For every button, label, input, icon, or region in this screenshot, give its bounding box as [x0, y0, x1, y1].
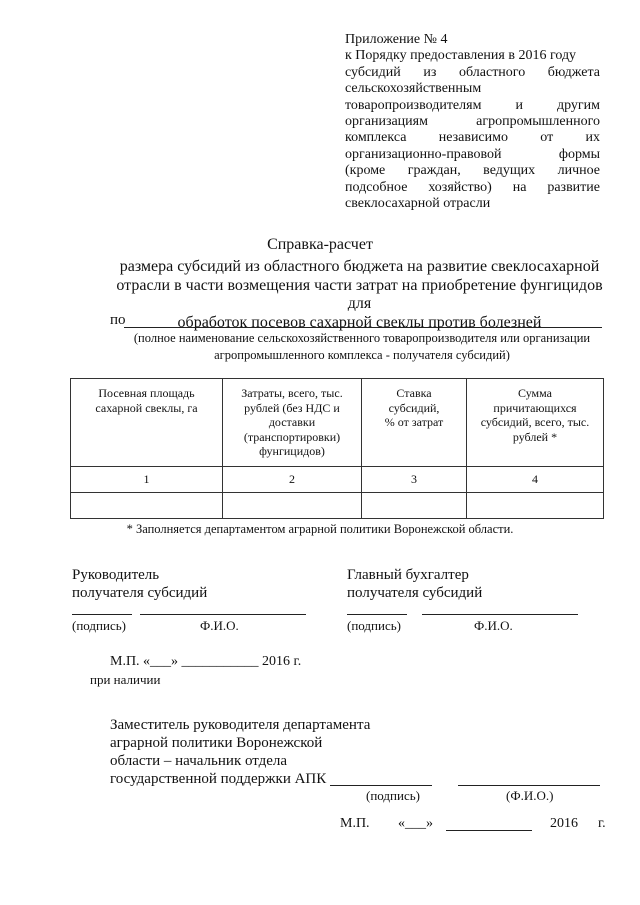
- stamp-date: М.П. «___» ___________ 2016 г.: [110, 654, 302, 669]
- deputy-line: государственной поддержки АПК: [110, 771, 327, 787]
- document-title: Справка-расчет: [267, 236, 373, 253]
- costs-cell[interactable]: [223, 493, 362, 519]
- rate-cell[interactable]: [362, 493, 467, 519]
- deputy-line: Заместитель руководителя департамента: [110, 717, 371, 733]
- head-title: Руководитель: [72, 567, 160, 583]
- accountant-fio-line[interactable]: [422, 614, 578, 615]
- document-subtitle: [112, 258, 607, 332]
- annex-line: организационно-правовой формы: [345, 146, 600, 162]
- annex-line: (кроме граждан, ведущих личное: [345, 163, 600, 179]
- annex-line: свеклосахарной отрасли: [345, 196, 491, 212]
- deputy-line: аграрной политики Воронежской: [110, 735, 323, 751]
- accountant-fio-label: Ф.И.О.: [474, 618, 513, 633]
- annex-line: субсидий из областного бюджета: [345, 64, 600, 80]
- header-area: Посевная площадь сахарной свеклы, га: [71, 379, 223, 467]
- subtitle-line: отрасли в части возмещения части затрат на приобретение фунгицидов для: [116, 276, 603, 312]
- col-number: 1: [71, 467, 223, 493]
- sum-cell[interactable]: [467, 493, 604, 519]
- calculation-table: [70, 378, 604, 519]
- annex-block: [345, 32, 600, 212]
- recipient-hint: [118, 330, 606, 364]
- head-sign-label: (подпись): [72, 618, 126, 633]
- stamp-note: при наличии: [90, 672, 161, 687]
- table-number-row: [71, 467, 604, 493]
- table-header-row: [71, 379, 604, 467]
- head-subtitle: получателя субсидий: [72, 585, 208, 601]
- deputy-sign-label: (подпись): [366, 788, 420, 803]
- final-date-quote: «___»: [398, 816, 433, 831]
- accountant-sign-label: (подпись): [347, 618, 401, 633]
- table-row: [71, 493, 604, 519]
- head-fio-line[interactable]: [140, 614, 306, 615]
- deputy-fio-label: (Ф.И.О.): [506, 788, 554, 803]
- annex-line: товаропроизводителям и другим: [345, 97, 600, 113]
- final-g: г.: [598, 816, 606, 831]
- deputy-signature-line[interactable]: [330, 785, 432, 786]
- recipient-name-field[interactable]: [124, 327, 602, 328]
- head-signature-line[interactable]: [72, 614, 132, 615]
- head-fio-label: Ф.И.О.: [200, 618, 239, 633]
- final-date-line[interactable]: [446, 830, 532, 831]
- header-rate: Ставка субсидий, % от затрат: [362, 379, 467, 467]
- header-costs: Затраты, всего, тыс. рублей (без НДС и доставки (транспортировки) фунгицидов): [223, 379, 362, 467]
- accountant-subtitle: получателя субсидий: [347, 585, 483, 601]
- col-number: 4: [467, 467, 604, 493]
- po-label: по: [110, 312, 126, 328]
- header-sum: Сумма причитающихся субсидий, всего, тыс. рублей *: [467, 379, 604, 467]
- accountant-signature-line[interactable]: [347, 614, 407, 615]
- deputy-line: области – начальник отдела: [110, 753, 288, 769]
- head-block: [72, 566, 207, 602]
- annex-title: Приложение № 4: [345, 32, 448, 47]
- annex-line: комплекса независимо от их: [345, 130, 600, 146]
- col-number: 2: [223, 467, 362, 493]
- subtitle-line: обработок посевов сахарной свеклы против болезней: [177, 313, 542, 331]
- area-cell[interactable]: [71, 493, 223, 519]
- deputy-fio-line[interactable]: [458, 785, 600, 786]
- col-number: 3: [362, 467, 467, 493]
- final-year: 2016: [550, 816, 578, 831]
- deputy-block: [110, 716, 370, 788]
- annex-line: организациям агропромышленного: [345, 114, 600, 130]
- annex-line: к Порядку предоставления в 2016 году: [345, 48, 577, 64]
- annex-line: подсобное хозяйство) на развитие: [345, 179, 600, 195]
- hint-line: (полное наименование сельскохозяйственного товаропроизводителя или организации: [133, 331, 591, 345]
- accountant-title: Главный бухгалтер: [347, 567, 469, 583]
- hint-line: агропромышленного комплекса - получателя субсидий): [214, 348, 510, 362]
- final-mp: М.П.: [340, 816, 370, 831]
- footnote: * Заполняется департаментом аграрной политики Воронежской области.: [126, 522, 514, 536]
- annex-line: сельскохозяйственным: [345, 81, 482, 97]
- accountant-block: [347, 566, 482, 602]
- subtitle-line: размера субсидий из областного бюджета на развитие свеклосахарной: [119, 258, 600, 275]
